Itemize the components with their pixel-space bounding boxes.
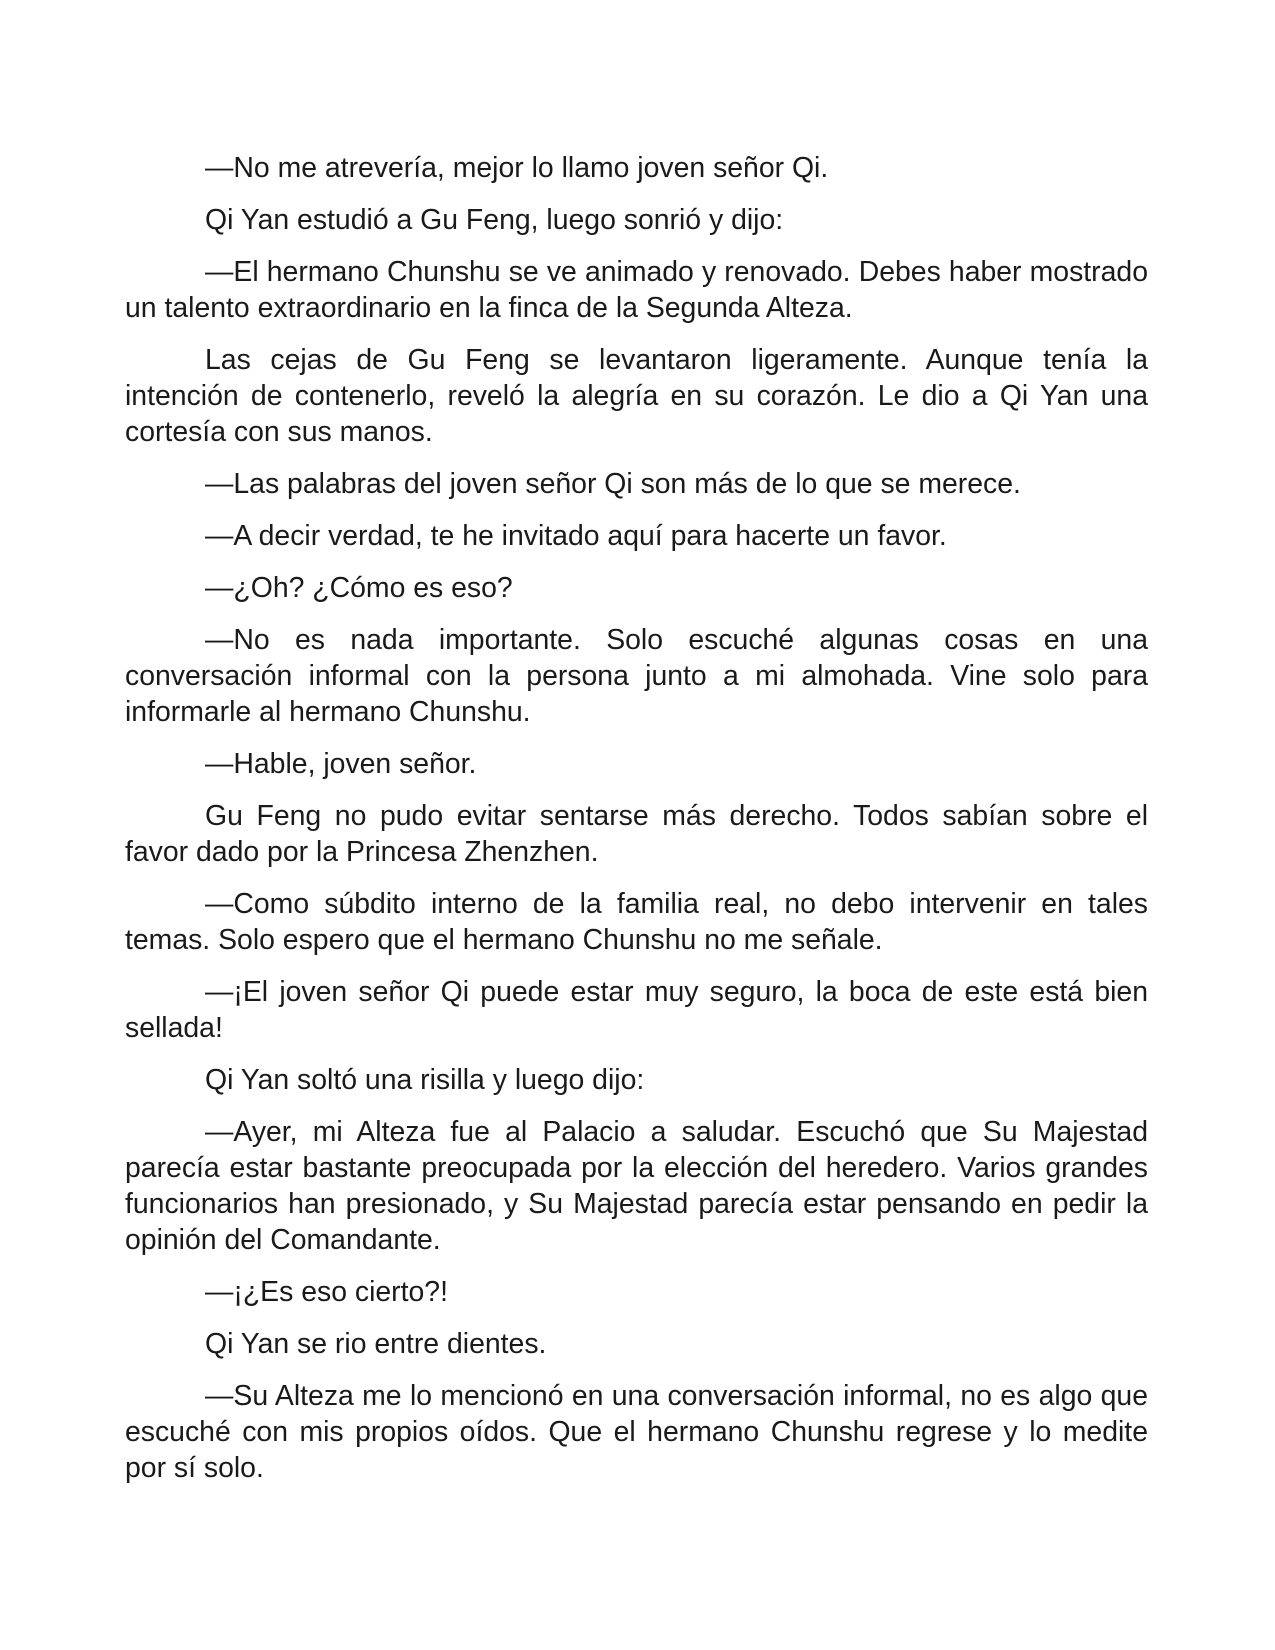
paragraph: —A decir verdad, te he invitado aquí para hacerte un favor.: [205, 520, 947, 552]
paragraph: Qi Yan soltó una risilla y luego dijo:: [205, 1064, 645, 1096]
paragraph: —¿Oh? ¿Cómo es eso?: [205, 572, 513, 604]
paragraph: —¡¿Es eso cierto?!: [205, 1276, 448, 1308]
document-page: [125, 150, 1148, 1502]
paragraph: —Su Alteza me lo mencionó en una conversación informal, no es algo que escuché con mis propios oídos. Que el hermano Chunshu regrese y lo medite por sí solo.: [125, 1380, 1148, 1484]
paragraph: —Las palabras del joven señor Qi son más de lo que se merece.: [205, 468, 1021, 500]
paragraph: Gu Feng no pudo evitar sentarse más derecho. Todos sabían sobre el favor dado por la Princesa Zhenzhen.: [125, 800, 1148, 868]
paragraph: —Hable, joven señor.: [205, 748, 477, 780]
paragraph: —Como súbdito interno de la familia real, no debo intervenir en tales temas. Solo espero que el hermano Chunshu no me señale.: [125, 888, 1148, 956]
paragraph: Qi Yan se rio entre dientes.: [205, 1328, 547, 1360]
paragraph: —No me atrevería, mejor lo llamo joven señor Qi.: [205, 152, 829, 184]
paragraph: Qi Yan estudió a Gu Feng, luego sonrió y dijo:: [205, 204, 784, 236]
paragraph: —No es nada importante. Solo escuché algunas cosas en una conversación informal con la persona junto a mi almohada. Vine solo para informarle al hermano Chunshu.: [125, 624, 1148, 728]
paragraph: —Ayer, mi Alteza fue al Palacio a saludar. Escuchó que Su Majestad parecía estar bastante preocupada por la elección del heredero. Varios grandes funcionarios han presionado, y Su Majestad parecía estar pensando en pedir la opinión del Comandante.: [125, 1116, 1148, 1256]
paragraph: —El hermano Chunshu se ve animado y renovado. Debes haber mostrado un talento extraordinario en la finca de la Segunda Alteza.: [125, 256, 1148, 324]
paragraph: —¡El joven señor Qi puede estar muy seguro, la boca de este está bien sellada!: [125, 976, 1148, 1044]
paragraph: Las cejas de Gu Feng se levantaron ligeramente. Aunque tenía la intención de contenerlo, reveló la alegría en su corazón. Le dio a Qi Yan una cortesía con sus manos.: [125, 344, 1148, 448]
